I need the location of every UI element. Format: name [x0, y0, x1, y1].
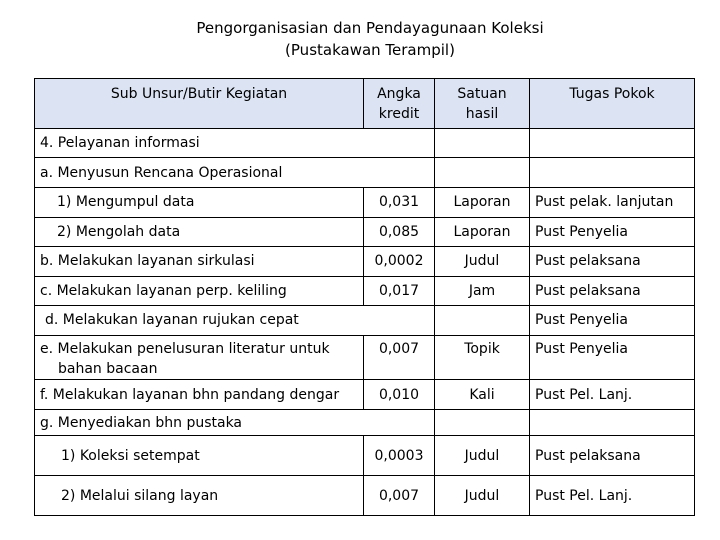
- header-sub-unsur: Sub Unsur/Butir Kegiatan: [35, 79, 364, 129]
- row-item: c. Melakukan layanan perp. keliling: [35, 276, 364, 306]
- table-row: [35, 276, 695, 306]
- row-tugas: Pust pelaksana: [530, 247, 695, 277]
- table-row: [35, 436, 695, 476]
- row-satuan: Laporan: [435, 217, 530, 247]
- row-tugas: Pust Penyelia: [530, 335, 695, 380]
- row-item-line1: e. Melakukan penelusuran literatur untuk: [40, 340, 330, 357]
- row-item: b. Melakukan layanan sirkulasi: [35, 247, 364, 277]
- table-row: [35, 247, 695, 277]
- row-satuan: Laporan: [435, 187, 530, 217]
- table-row: [35, 476, 695, 516]
- kegiatan-table: [34, 78, 695, 516]
- row-angka: 0,031: [364, 187, 435, 217]
- row-tugas: Pust Pel. Lanj.: [530, 476, 695, 516]
- row-satuan: Judul: [435, 476, 530, 516]
- row-angka: 0,010: [364, 380, 435, 410]
- row-satuan: Jam: [435, 276, 530, 306]
- table-row: [35, 409, 695, 435]
- row-item: [35, 335, 364, 380]
- row-item: a. Menyusun Rencana Operasional: [35, 158, 435, 188]
- table-row: [35, 306, 695, 336]
- table-row: [35, 187, 695, 217]
- row-angka: 0,085: [364, 217, 435, 247]
- table-row: [35, 158, 695, 188]
- row-satuan: [435, 409, 530, 435]
- page-subtitle: (Pustakawan Terampil): [285, 41, 455, 59]
- row-satuan: [435, 306, 530, 336]
- row-satuan: [435, 158, 530, 188]
- row-item: 2) Mengolah data: [35, 217, 364, 247]
- row-tugas: Pust Penyelia: [530, 217, 695, 247]
- header-angka-kredit: Angka kredit: [364, 79, 435, 129]
- row-angka: 0,0003: [364, 436, 435, 476]
- row-tugas: [530, 158, 695, 188]
- row-angka: 0,0002: [364, 247, 435, 277]
- row-tugas: Pust Pel. Lanj.: [530, 380, 695, 410]
- header-tugas-pokok: Tugas Pokok: [530, 79, 695, 129]
- table-row: [35, 217, 695, 247]
- table-row: [35, 380, 695, 410]
- row-angka: 0,007: [364, 476, 435, 516]
- row-item: 1) Koleksi setempat: [35, 436, 364, 476]
- row-tugas: Pust pelaksana: [530, 436, 695, 476]
- row-tugas: Pust Penyelia: [530, 306, 695, 336]
- row-satuan: Kali: [435, 380, 530, 410]
- row-item: 4. Pelayanan informasi: [35, 128, 435, 158]
- row-satuan: Topik: [435, 335, 530, 380]
- row-angka: 0,007: [364, 335, 435, 380]
- row-tugas: [530, 128, 695, 158]
- table-row: [35, 128, 695, 158]
- row-tugas: Pust pelaksana: [530, 276, 695, 306]
- row-satuan: Judul: [435, 436, 530, 476]
- header-satuan-hasil: Satuan hasil: [435, 79, 530, 129]
- row-item: g. Menyediakan bhn pustaka: [35, 409, 435, 435]
- row-tugas: Pust pelak. lanjutan: [530, 187, 695, 217]
- row-item: f. Melakukan layanan bhn pandang dengar: [35, 380, 364, 410]
- row-satuan: Judul: [435, 247, 530, 277]
- row-item: d. Melakukan layanan rujukan cepat: [35, 306, 435, 336]
- table-header-row: [35, 79, 695, 129]
- table-row: [35, 335, 695, 380]
- row-item-line2: bahan bacaan: [58, 360, 158, 377]
- row-item: 1) Mengumpul data: [35, 187, 364, 217]
- row-tugas: [530, 409, 695, 435]
- row-item: 2) Melalui silang layan: [35, 476, 364, 516]
- row-angka: 0,017: [364, 276, 435, 306]
- page-title: Pengorganisasian dan Pendayagunaan Koleksi: [196, 19, 544, 37]
- row-satuan: [435, 128, 530, 158]
